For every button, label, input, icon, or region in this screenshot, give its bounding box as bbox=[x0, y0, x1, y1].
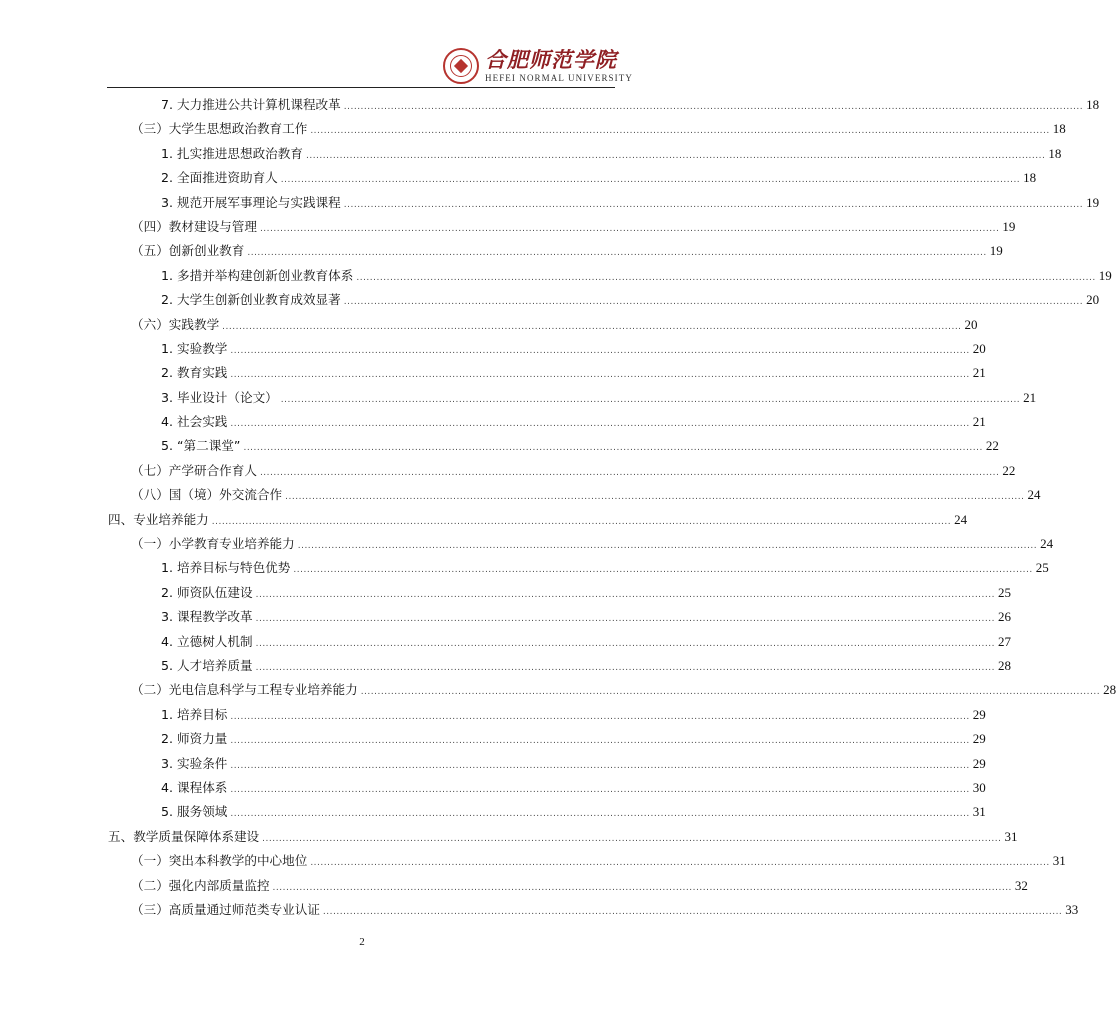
toc-entry-page: 28 bbox=[1103, 682, 1116, 698]
toc-entry[interactable] bbox=[108, 556, 1049, 580]
toc-entry[interactable] bbox=[108, 898, 1079, 922]
dot-leader: ............................................................................................................................................................................................................................ bbox=[343, 102, 1084, 112]
page-number: 2 bbox=[359, 936, 365, 948]
dot-leader: ............................................................................................................................................................................................................................ bbox=[305, 150, 1046, 161]
dot-leader: ............................................................................................................................................................................................................................ bbox=[247, 248, 987, 259]
dot-leader: ............................................................................................................................................................................................................................ bbox=[322, 906, 1063, 917]
toc-entry-page: 18 bbox=[1086, 97, 1100, 112]
toc-entry-page: 19 bbox=[1002, 218, 1016, 234]
header-divider bbox=[107, 87, 615, 88]
dot-leader: ............................................................................................................................................................................................................................ bbox=[255, 638, 995, 649]
toc-entry-page: 30 bbox=[972, 779, 986, 795]
dot-leader: ............................................................................................................................................................................................................................ bbox=[222, 321, 962, 332]
toc-entry-page: 22 bbox=[1002, 462, 1016, 478]
dot-leader: ............................................................................................................................................................................................................................ bbox=[343, 199, 1084, 210]
toc-entry-title: （三）大学生思想政治教育工作 bbox=[131, 121, 308, 137]
toc-entry[interactable] bbox=[108, 776, 986, 800]
toc-entry[interactable] bbox=[108, 508, 968, 532]
toc-entry-title: 五、教学质量保障体系建设 bbox=[108, 828, 260, 844]
toc-entry[interactable] bbox=[108, 630, 1011, 654]
toc-entry[interactable] bbox=[108, 605, 1011, 629]
dot-leader: ............................................................................................................................................................................................................................ bbox=[262, 833, 1002, 844]
dot-leader: ............................................................................................................................................................................................................................ bbox=[343, 297, 1084, 308]
toc-entry[interactable] bbox=[108, 386, 1037, 410]
dot-leader: ............................................................................................................................................................................................................................ bbox=[230, 711, 970, 722]
toc-entry-title: （四）教材建设与管理 bbox=[131, 218, 257, 234]
toc-entry-page: 29 bbox=[972, 755, 986, 771]
toc-entry-title: 5. “第二课堂” bbox=[161, 438, 241, 454]
toc-entry-page: 29 bbox=[972, 731, 986, 747]
toc-entry-page: 18 bbox=[1052, 121, 1066, 137]
toc-entry-title: 四、专业培养能力 bbox=[108, 511, 209, 527]
toc-entry[interactable] bbox=[108, 288, 1100, 312]
toc-entry[interactable] bbox=[108, 703, 986, 727]
toc-entry-page: 25 bbox=[1035, 560, 1049, 576]
toc-entry-title: 3. 规范开展军事理论与实践课程 bbox=[161, 194, 341, 210]
toc-entry-page: 20 bbox=[964, 316, 978, 332]
toc-entry[interactable] bbox=[108, 239, 1003, 263]
toc-entry-page: 21 bbox=[972, 414, 986, 430]
toc-entry[interactable] bbox=[108, 727, 986, 751]
toc-entry-page: 20 bbox=[1086, 292, 1100, 308]
dot-leader: ............................................................................................................................................................................................................................ bbox=[230, 345, 970, 356]
toc-entry-title: （五）创新创业教育 bbox=[131, 243, 245, 259]
toc-entry-page: 20 bbox=[972, 340, 986, 356]
toc-entry-title: （三）高质量通过师范类专业认证 bbox=[131, 901, 320, 917]
dot-leader: ............................................................................................................................................................................................................................ bbox=[255, 614, 995, 625]
toc-entry-title: 7. 大力推进公共计算机课程改革 bbox=[161, 97, 341, 112]
toc-entry-page: 24 bbox=[1040, 536, 1054, 552]
toc-entry[interactable] bbox=[108, 313, 978, 337]
toc-entry-title: 2. 大学生创新创业教育成效显著 bbox=[161, 292, 341, 308]
toc-entry-page: 21 bbox=[1023, 389, 1037, 405]
toc-entry[interactable] bbox=[108, 459, 1016, 483]
dot-leader: ............................................................................................................................................................................................................................ bbox=[230, 760, 970, 771]
dot-leader: ............................................................................................................................................................................................................................ bbox=[310, 126, 1050, 137]
university-seal-icon bbox=[443, 48, 479, 84]
dot-leader: ............................................................................................................................................................................................................................ bbox=[255, 662, 995, 673]
toc-entry-page: 31 bbox=[1004, 828, 1018, 844]
toc-entry-title: 2. 师资队伍建设 bbox=[161, 584, 253, 600]
toc-entry[interactable] bbox=[108, 483, 1041, 507]
toc-entry[interactable] bbox=[108, 166, 1037, 190]
toc-entry-title: 1. 培养目标与特色优势 bbox=[161, 560, 291, 576]
toc-entry-title: 4. 课程体系 bbox=[161, 779, 228, 795]
toc-entry-page: 31 bbox=[972, 804, 986, 820]
toc-entry[interactable] bbox=[108, 532, 1054, 556]
dot-leader: ............................................................................................................................................................................................................................ bbox=[230, 809, 970, 820]
dot-leader: ............................................................................................................................................................................................................................ bbox=[310, 858, 1050, 869]
dot-leader: ............................................................................................................................................................................................................................ bbox=[285, 492, 1025, 503]
toc-entry-page: 18 bbox=[1048, 145, 1062, 161]
university-logo bbox=[443, 48, 633, 84]
toc-entry[interactable] bbox=[108, 874, 1028, 898]
dot-leader: ............................................................................................................................................................................................................................ bbox=[280, 175, 1021, 186]
toc-entry-title: 5. 人才培养质量 bbox=[161, 657, 253, 673]
dot-leader: ............................................................................................................................................................................................................................ bbox=[272, 882, 1012, 893]
logo-chinese-name: 合肥师范学院 bbox=[485, 46, 617, 72]
toc-entry[interactable] bbox=[108, 849, 1066, 873]
toc-entry-page: 31 bbox=[1052, 853, 1066, 869]
toc-entry-page: 29 bbox=[972, 706, 986, 722]
toc-entry-page: 25 bbox=[997, 584, 1011, 600]
toc-entry-page: 19 bbox=[1098, 267, 1112, 283]
dot-leader: ............................................................................................................................................................................................................................ bbox=[259, 467, 1000, 478]
toc-entry[interactable] bbox=[108, 142, 1062, 166]
dot-leader: ............................................................................................................................................................................................................................ bbox=[255, 589, 995, 600]
toc-entry-title: （七）产学研合作育人 bbox=[131, 462, 257, 478]
logo-english-name: HEFEI NORMAL UNIVERSITY bbox=[485, 72, 633, 83]
toc-entry-page: 18 bbox=[1023, 170, 1037, 186]
toc-entry-title: 1. 多措并举构建创新创业教育体系 bbox=[161, 267, 354, 283]
toc-entry-page: 27 bbox=[997, 633, 1011, 649]
toc-entry-title: 1. 扎实推进思想政治教育 bbox=[161, 145, 303, 161]
toc-entry-title: 1. 培养目标 bbox=[161, 706, 228, 722]
dot-leader: ............................................................................................................................................................................................................................ bbox=[356, 272, 1096, 283]
dot-leader: ............................................................................................................................................................................................................................ bbox=[230, 419, 970, 430]
page-header bbox=[0, 0, 724, 92]
toc-entry-title: 5. 服务领域 bbox=[161, 804, 228, 820]
toc-entry[interactable] bbox=[108, 581, 1011, 605]
toc-entry-title: 2. 教育实践 bbox=[161, 365, 228, 381]
toc-entry-page: 28 bbox=[997, 657, 1011, 673]
toc-entry-title: 2. 师资力量 bbox=[161, 731, 228, 747]
toc-entry[interactable] bbox=[108, 800, 986, 824]
toc-entry-title: （二）光电信息科学与工程专业培养能力 bbox=[131, 682, 358, 698]
toc-entry-title: 3. 实验条件 bbox=[161, 755, 228, 771]
toc-entry[interactable] bbox=[108, 410, 986, 434]
toc-entry[interactable] bbox=[108, 434, 999, 458]
toc-entry[interactable] bbox=[108, 654, 1011, 678]
toc-entry[interactable] bbox=[108, 752, 986, 776]
dot-leader: ............................................................................................................................................................................................................................ bbox=[360, 687, 1101, 698]
dot-leader: ............................................................................................................................................................................................................................ bbox=[230, 736, 970, 747]
toc-entry-title: 4. 立德树人机制 bbox=[161, 633, 253, 649]
toc-entry[interactable] bbox=[108, 93, 1100, 117]
dot-leader: ............................................................................................................................................................................................................................ bbox=[230, 370, 970, 381]
toc-entry-page: 19 bbox=[989, 243, 1003, 259]
toc-entry-title: （一）小学教育专业培养能力 bbox=[131, 536, 295, 552]
toc-entry[interactable] bbox=[108, 215, 1016, 239]
toc-entry-title: 3. 课程教学改革 bbox=[161, 609, 253, 625]
toc-entry[interactable] bbox=[108, 191, 1100, 215]
toc-entry-page: 24 bbox=[1027, 487, 1041, 503]
toc-entry-page: 19 bbox=[1086, 194, 1100, 210]
toc-entry-title: 1. 实验教学 bbox=[161, 340, 228, 356]
toc-entry-title: （八）国（境）外交流合作 bbox=[131, 487, 283, 503]
toc-entry-page: 32 bbox=[1014, 877, 1028, 893]
toc-entry-title: 4. 社会实践 bbox=[161, 414, 228, 430]
toc-entry-page: 21 bbox=[972, 365, 986, 381]
toc-entry-title: 2. 全面推进资助育人 bbox=[161, 170, 278, 186]
table-of-contents bbox=[108, 93, 1116, 922]
toc-entry-title: 3. 毕业设计（论文） bbox=[161, 389, 278, 405]
toc-entry-title: （一）突出本科教学的中心地位 bbox=[131, 853, 308, 869]
toc-entry-page: 33 bbox=[1065, 901, 1079, 917]
toc-entry[interactable] bbox=[108, 678, 1116, 702]
toc-entry-title: （二）强化内部质量监控 bbox=[131, 877, 270, 893]
dot-leader: ............................................................................................................................................................................................................................ bbox=[297, 541, 1038, 552]
dot-leader: ............................................................................................................................................................................................................................ bbox=[230, 784, 970, 795]
toc-entry-page: 22 bbox=[985, 438, 999, 454]
toc-entry[interactable] bbox=[108, 337, 986, 361]
toc-entry[interactable] bbox=[108, 117, 1066, 141]
toc-entry[interactable] bbox=[108, 825, 1018, 849]
toc-entry-title: （六）实践教学 bbox=[131, 316, 220, 332]
dot-leader: ............................................................................................................................................................................................................................ bbox=[243, 443, 983, 454]
toc-entry-page: 26 bbox=[997, 609, 1011, 625]
toc-entry[interactable] bbox=[108, 264, 1112, 288]
dot-leader: ............................................................................................................................................................................................................................ bbox=[259, 223, 1000, 234]
dot-leader: ............................................................................................................................................................................................................................ bbox=[280, 394, 1021, 405]
dot-leader: ............................................................................................................................................................................................................................ bbox=[293, 565, 1033, 576]
toc-entry-page: 24 bbox=[954, 511, 968, 527]
toc-entry[interactable] bbox=[108, 361, 986, 385]
dot-leader: ............................................................................................................................................................................................................................ bbox=[211, 516, 952, 527]
